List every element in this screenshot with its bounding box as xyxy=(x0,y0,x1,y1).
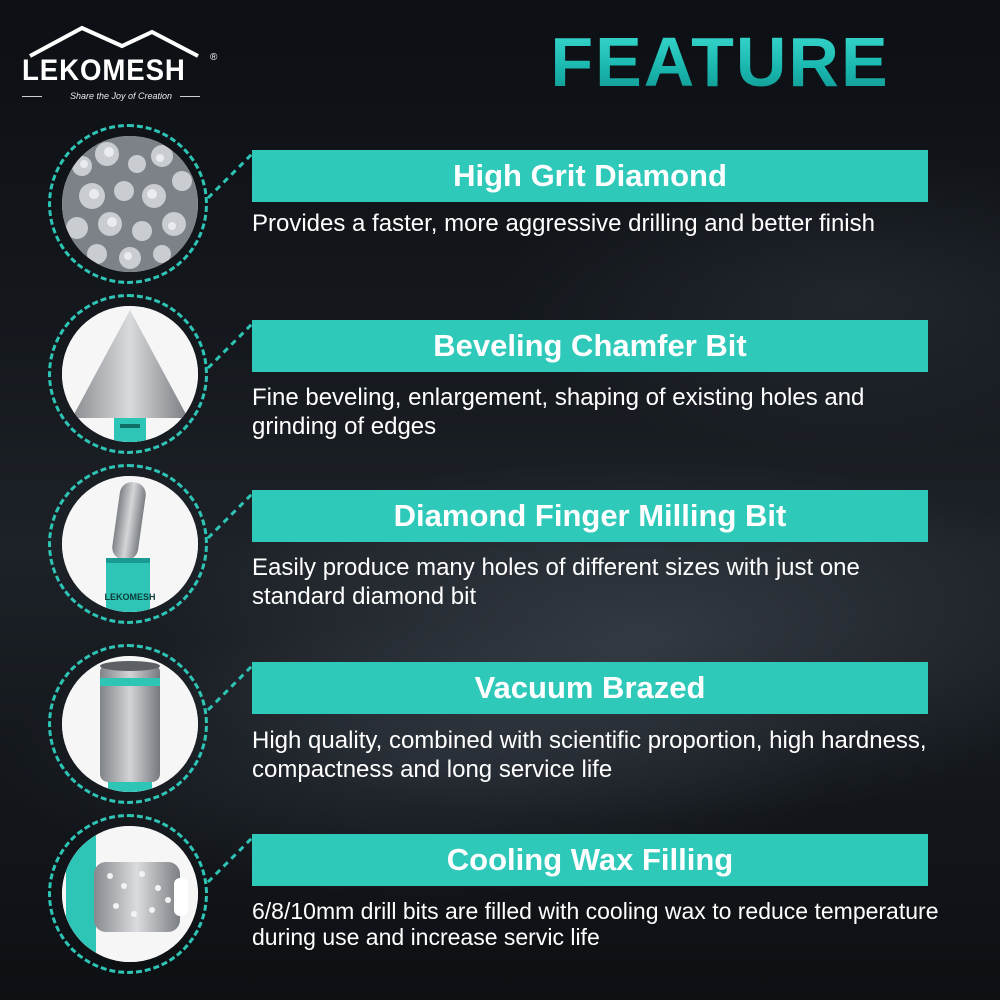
feature-title: High Grit Diamond xyxy=(252,150,928,202)
feature-title: Vacuum Brazed xyxy=(252,662,928,714)
connector-line xyxy=(206,834,256,884)
feature-description: 6/8/10mm drill bits are filled with cooling wax to reduce temperature during use and increase servic life xyxy=(252,898,939,950)
feature-title: Cooling Wax Filling xyxy=(252,834,928,886)
finger-bit-image xyxy=(62,476,198,612)
connector-line xyxy=(206,490,256,540)
connector-line xyxy=(206,662,256,712)
feature-description: High quality, combined with scientific proportion, high hardness, compactness and long service life xyxy=(252,727,927,783)
page-title: FEATURE xyxy=(520,22,920,102)
registered-mark: ® xyxy=(210,52,218,63)
brand-tagline: Share the Joy of Creation xyxy=(69,91,173,101)
wax-bit-image xyxy=(62,826,198,962)
feature-description: Easily produce many holes of different sizes with just one standard diamond bit xyxy=(252,554,860,610)
connector-line xyxy=(206,320,256,370)
feature-description: Fine beveling, enlargement, shaping of existing holes and grinding of edges xyxy=(252,384,865,440)
feature-title: Beveling Chamfer Bit xyxy=(252,320,928,372)
brand-name: LEKOMESH xyxy=(22,54,186,87)
bit-brand-label: LEKOMESH xyxy=(104,592,156,602)
feature-title: Diamond Finger Milling Bit xyxy=(252,490,928,542)
feature-description: Provides a faster, more aggressive drilling and better finish xyxy=(252,210,875,237)
brazed-bit-image xyxy=(62,656,198,792)
chamfer-bit-image xyxy=(62,306,198,442)
